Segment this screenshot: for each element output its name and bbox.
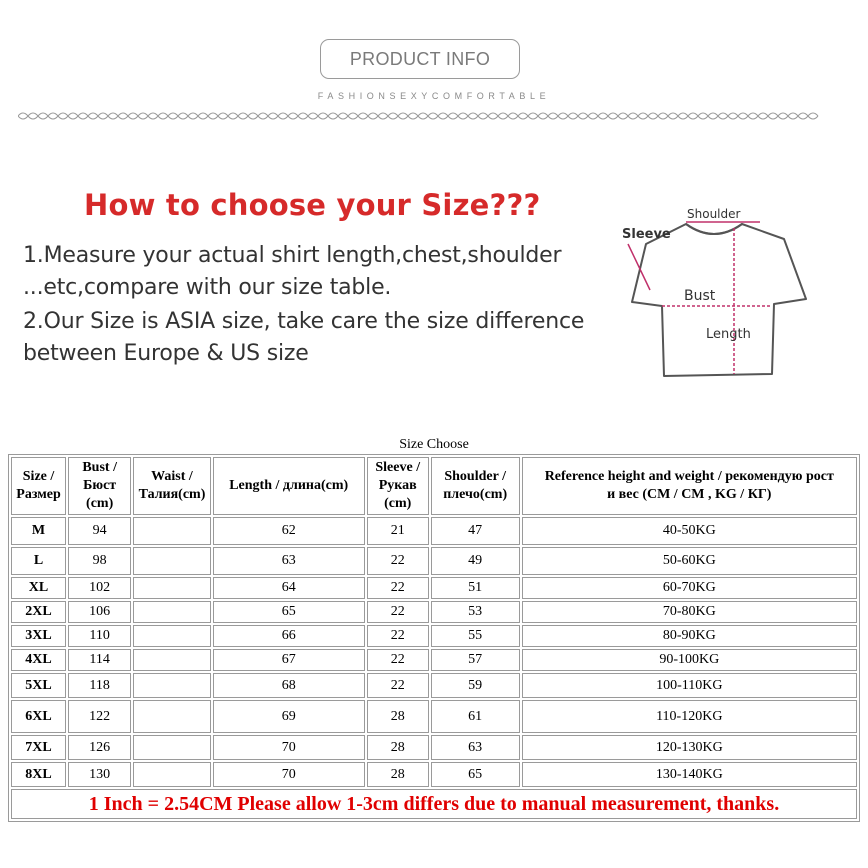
header-waist [133, 457, 210, 515]
cell-size: 2XL [11, 601, 66, 623]
cell-sleeve: 28 [367, 700, 429, 733]
table-note-row [11, 789, 857, 819]
cell-bust: 114 [68, 649, 131, 671]
table-row [11, 735, 857, 760]
cell-length: 63 [213, 547, 365, 575]
header-sleeve-en: Sleeve / [375, 460, 421, 475]
header-waist-en: Waist / [151, 469, 193, 484]
cell-bust: 118 [68, 673, 131, 698]
tshirt-diagram [614, 204, 814, 384]
header-bust-unit: (cm) [86, 496, 114, 511]
cell-waist [133, 735, 210, 760]
table-row [11, 547, 857, 575]
cell-reference: 60-70KG [522, 577, 857, 599]
cell-shoulder: 57 [431, 649, 520, 671]
table-row [11, 649, 857, 671]
cell-size: 7XL [11, 735, 66, 760]
cell-sleeve: 22 [367, 673, 429, 698]
brand-tagline: FASHIONSEXYCOMFORTABLE [317, 91, 551, 101]
header-shoulder [431, 457, 520, 515]
cell-length: 62 [213, 517, 365, 545]
header-sleeve [367, 457, 429, 515]
cell-reference: 80-90KG [522, 625, 857, 647]
cell-bust: 122 [68, 700, 131, 733]
measurement-note: 1 Inch = 2.54CM Please allow 1-3cm differs due to manual measurement, thanks. [11, 789, 857, 819]
cell-bust: 126 [68, 735, 131, 760]
table-row [11, 601, 857, 623]
header-shoulder-ru: плечо(cm) [443, 487, 508, 502]
header-size [11, 457, 66, 515]
wave-divider [18, 109, 820, 123]
header-sleeve-ru: Рукав [378, 478, 417, 493]
cell-waist [133, 625, 210, 647]
cell-size: L [11, 547, 66, 575]
tshirt-outline [632, 224, 806, 376]
cell-sleeve: 22 [367, 547, 429, 575]
header-reference-line-2: и вес (CM / CM , KG / КГ) [607, 487, 772, 502]
cell-sleeve: 22 [367, 649, 429, 671]
cell-sleeve: 22 [367, 625, 429, 647]
cell-shoulder: 55 [431, 625, 520, 647]
table-row [11, 625, 857, 647]
cell-length: 67 [213, 649, 365, 671]
size-table [8, 454, 860, 822]
product-info-title: PRODUCT INFO [349, 48, 491, 69]
table-row [11, 517, 857, 545]
cell-size: 8XL [11, 762, 66, 787]
table-caption: Size Choose [399, 437, 469, 452]
cell-size: 3XL [11, 625, 66, 647]
cell-sleeve: 21 [367, 517, 429, 545]
step-2-line-2: between Europe & US size [23, 341, 309, 366]
cell-waist [133, 517, 210, 545]
cell-bust: 94 [68, 517, 131, 545]
table-row [11, 700, 857, 733]
header-size-en: Size / [22, 469, 55, 484]
bust-label: Bust [684, 288, 716, 304]
cell-reference: 70-80KG [522, 601, 857, 623]
cell-shoulder: 59 [431, 673, 520, 698]
table-header-row [11, 457, 857, 515]
cell-length: 70 [213, 762, 365, 787]
cell-sleeve: 22 [367, 577, 429, 599]
cell-length: 64 [213, 577, 365, 599]
cell-sleeve: 28 [367, 735, 429, 760]
cell-size: 6XL [11, 700, 66, 733]
cell-waist [133, 547, 210, 575]
cell-waist [133, 577, 210, 599]
cell-shoulder: 61 [431, 700, 520, 733]
cell-bust: 102 [68, 577, 131, 599]
table-row [11, 762, 857, 787]
cell-reference: 90-100KG [522, 649, 857, 671]
length-label: Length [706, 327, 751, 342]
table-row [11, 577, 857, 599]
cell-size: 5XL [11, 673, 66, 698]
step-2-line-1: 2.Our Size is ASIA size, take care the size difference [23, 309, 585, 334]
cell-size: M [11, 517, 66, 545]
cell-shoulder: 49 [431, 547, 520, 575]
cell-length: 66 [213, 625, 365, 647]
cell-shoulder: 65 [431, 762, 520, 787]
cell-length: 69 [213, 700, 365, 733]
cell-bust: 106 [68, 601, 131, 623]
shoulder-label: Shoulder [687, 207, 741, 221]
cell-bust: 130 [68, 762, 131, 787]
cell-reference: 130-140KG [522, 762, 857, 787]
step-1-line-1: 1.Measure your actual shirt length,chest,shoulder [23, 243, 562, 268]
table-row [11, 673, 857, 698]
cell-waist [133, 673, 210, 698]
header-reference-line-1: Reference height and weight / рекомендую рост [544, 469, 834, 484]
cell-reference: 120-130KG [522, 735, 857, 760]
cell-length: 65 [213, 601, 365, 623]
header-bust [68, 457, 131, 515]
cell-waist [133, 762, 210, 787]
cell-length: 68 [213, 673, 365, 698]
cell-reference: 40-50KG [522, 517, 857, 545]
step-1-line-2: ...etc,compare with our size table. [23, 275, 392, 300]
wave-line-2 [18, 113, 818, 119]
cell-shoulder: 51 [431, 577, 520, 599]
cell-shoulder: 47 [431, 517, 520, 545]
cell-sleeve: 28 [367, 762, 429, 787]
cell-bust: 110 [68, 625, 131, 647]
cell-size: XL [11, 577, 66, 599]
header-shoulder-en: Shoulder / [444, 469, 506, 484]
size-guide-title: How to choose your Size??? [84, 188, 541, 222]
header-bust-ru: Бюст [83, 478, 117, 493]
cell-reference: 100-110KG [522, 673, 857, 698]
cell-sleeve: 22 [367, 601, 429, 623]
header-length: Length / длина(cm) [213, 457, 365, 515]
header-size-ru: Размер [16, 487, 61, 502]
cell-waist [133, 601, 210, 623]
cell-size: 4XL [11, 649, 66, 671]
cell-shoulder: 63 [431, 735, 520, 760]
product-info-badge [320, 39, 520, 79]
cell-shoulder: 53 [431, 601, 520, 623]
cell-bust: 98 [68, 547, 131, 575]
cell-waist [133, 649, 210, 671]
header-waist-ru: Талия(cm) [138, 487, 206, 502]
header-sleeve-unit: (cm) [384, 496, 412, 511]
cell-reference: 50-60KG [522, 547, 857, 575]
header-reference [522, 457, 857, 515]
cell-reference: 110-120KG [522, 700, 857, 733]
header-bust-en: Bust / [82, 460, 117, 475]
cell-length: 70 [213, 735, 365, 760]
sleeve-label: Sleeve [622, 227, 671, 242]
cell-waist [133, 700, 210, 733]
